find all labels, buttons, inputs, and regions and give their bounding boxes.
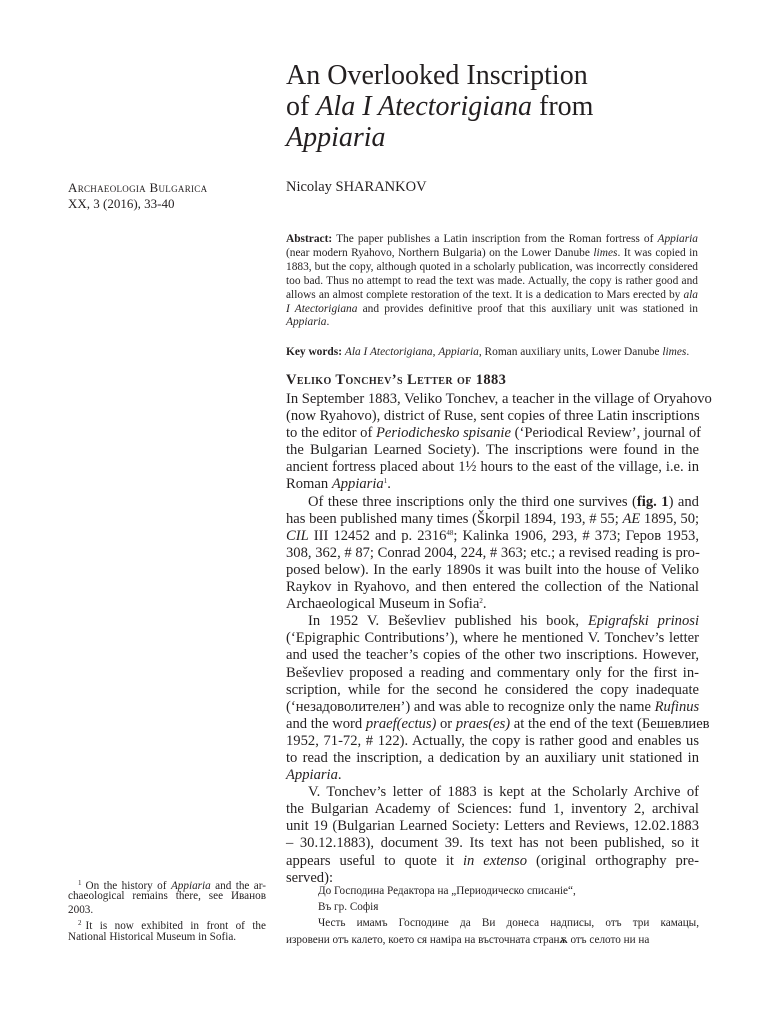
journal-info <box>68 180 268 212</box>
body-line: has been published many times (Škorpil 1894, 193, # 55; AE 1895, 50; <box>286 510 700 527</box>
body-line: posed below). In the early 1890s it was built into the house of Veliko <box>286 561 699 578</box>
footnotes <box>68 877 266 944</box>
quoted-letter <box>286 883 699 948</box>
body-line: (‘незадоволителен’) and was able to recognize only the name Rufinus <box>286 698 700 715</box>
body-line: unit 19 (Bulgarian Learned Society: Letters and Reviews, 12.02.1883 <box>286 818 699 835</box>
footnote-2: $^2$ It is now exhibited in front of the <box>78 919 266 933</box>
body-line: ancient fortress placed about 1½ hours to the east of the village, i.e. in <box>286 459 699 476</box>
body-line: 1952, 71-72, # 122). Actually, the copy is rather good and enables us <box>286 732 699 749</box>
body-line: (‘Epigraphic Contributions’), where he mentioned V. Tonchev’s letter <box>286 630 699 647</box>
title-line-2: of Ala I Atectorigiana from <box>286 91 594 122</box>
abstract: Abstract: The paper publishes a Latin inscription from the Roman fortress of Appiaria (near modern Ryahovo, Northern Bulgaria) on the Lower Danube limes. It was copied in 1883, but the copy, although quoted in a scholarly publication, was incorrectly considered too bad. Thus no attempt to read the text was made. Actually, the copy is rather good and allows an almost complete restoration of the text. It is a dedication to Mars erected by ala I Atectorigiana and provides definitive proof that this auxiliary unit was stationed in Appiaria. <box>286 233 698 329</box>
journal-reference: XX, 3 (2016), 33-40 <box>68 196 175 211</box>
body-line: and the word praef(ectus) or praes(es) at the end of the text (Бешевлиев <box>286 715 710 732</box>
body-line: CIL III 12452 and p. 2316$^{48}$; Kalinka 1906, 293, # 373; Геров 1953, <box>286 527 700 544</box>
body-line: 308, 362, # 87; Conrad 2004, 224, # 363; etc.; a revised reading is pro- <box>286 544 700 561</box>
title-line-3: Appiaria <box>286 122 386 153</box>
body-line: Appiaria. <box>286 767 342 784</box>
body-line: to read the inscription, a dedication by an auxiliary unit stationed in <box>286 749 699 766</box>
body-line: to the editor of Periodichesko spisanie (‘Periodical Review’, journal of <box>286 425 702 442</box>
figure-ref[interactable]: fig. 1 <box>636 493 669 510</box>
keywords: Key words: Ala I Atectorigiana, Appiaria, Roman auxiliary units, Lower Danube limes. <box>286 346 690 358</box>
body-text <box>286 391 712 887</box>
body-line: In September 1883, Veliko Tonchev, a teacher in the village of Oryahovo <box>286 391 712 407</box>
body-line: the Bulgarian Learned Society). The inscriptions were found in the <box>286 442 699 459</box>
body-line: the Bulgarian Academy of Sciences: fund 1, inventory 2, archival <box>286 801 699 818</box>
letter-line: Въ гр. Софія <box>318 901 379 914</box>
abstract-label: Abstract: <box>286 233 333 245</box>
letter-line: Честь имамъ Господине да Ви донеса надписы, отъ три камацы, <box>318 917 699 930</box>
body-line: Archaeological Museum in Sofia$^2$. <box>286 596 487 613</box>
keywords-label: Key words: <box>286 346 342 358</box>
section-heading: Veliko Tonchev’s Letter of 1883 <box>286 372 507 388</box>
footnote-line: 2003. <box>68 903 94 916</box>
body-line: appears useful to quote it in extenso (original orthography pre- <box>286 852 699 869</box>
body-line: Roman Appiaria$^1$. <box>286 476 391 493</box>
letter-line: До Господина Редактора на „Периодическо списаніе“, <box>318 885 576 897</box>
article-title <box>286 60 706 153</box>
body-line: Raykov in Ryahovo, and then entered the collection of the National <box>286 579 699 596</box>
letter-line: изровени отъ калето, което ся наміра на въсточната странѫ отъ селото ни на <box>286 933 650 946</box>
body-line: Beševliev proposed a reading and commentary only for the first in- <box>286 664 699 681</box>
body-line: scription, while for the second he considered the copy inadequate <box>286 681 699 698</box>
footnote-line: chaeological remains there, see Иванов <box>68 890 266 903</box>
body-line: and used the teacher’s copies of the other two inscriptions. However, <box>286 647 699 664</box>
footnote-ref[interactable]: 1 <box>383 477 388 486</box>
title-line-1: An Overlooked Inscription <box>286 60 588 91</box>
body-line: V. Tonchev’s letter of 1883 is kept at the Scholarly Archive of <box>308 784 699 801</box>
body-line: Of these three inscriptions only the third one survives (fig. 1) and <box>308 493 699 510</box>
journal-name: Archaeologia Bulgarica <box>68 180 208 195</box>
footnote-mark: 1 <box>78 879 82 887</box>
author-name: Nicolay SHARANKOV <box>286 179 427 195</box>
footnote-mark: 2 <box>78 919 82 928</box>
footnote-line: National Historical Museum in Sofia. <box>68 930 237 943</box>
footnote-ref[interactable]: 2 <box>479 597 483 606</box>
body-line: In 1952 V. Beševliev published his book, Epigrafski prinosi <box>308 613 700 630</box>
body-line: served): <box>286 869 334 886</box>
body-line: (now Ryahovo), district of Ruse, sent copies of three Latin inscriptions <box>286 408 700 425</box>
footnote-1: $^1$ On the history of Appiaria and the ar- <box>78 879 266 892</box>
body-line: – 30.12.1883), document 39. Its text has not been published, so it <box>286 835 699 852</box>
